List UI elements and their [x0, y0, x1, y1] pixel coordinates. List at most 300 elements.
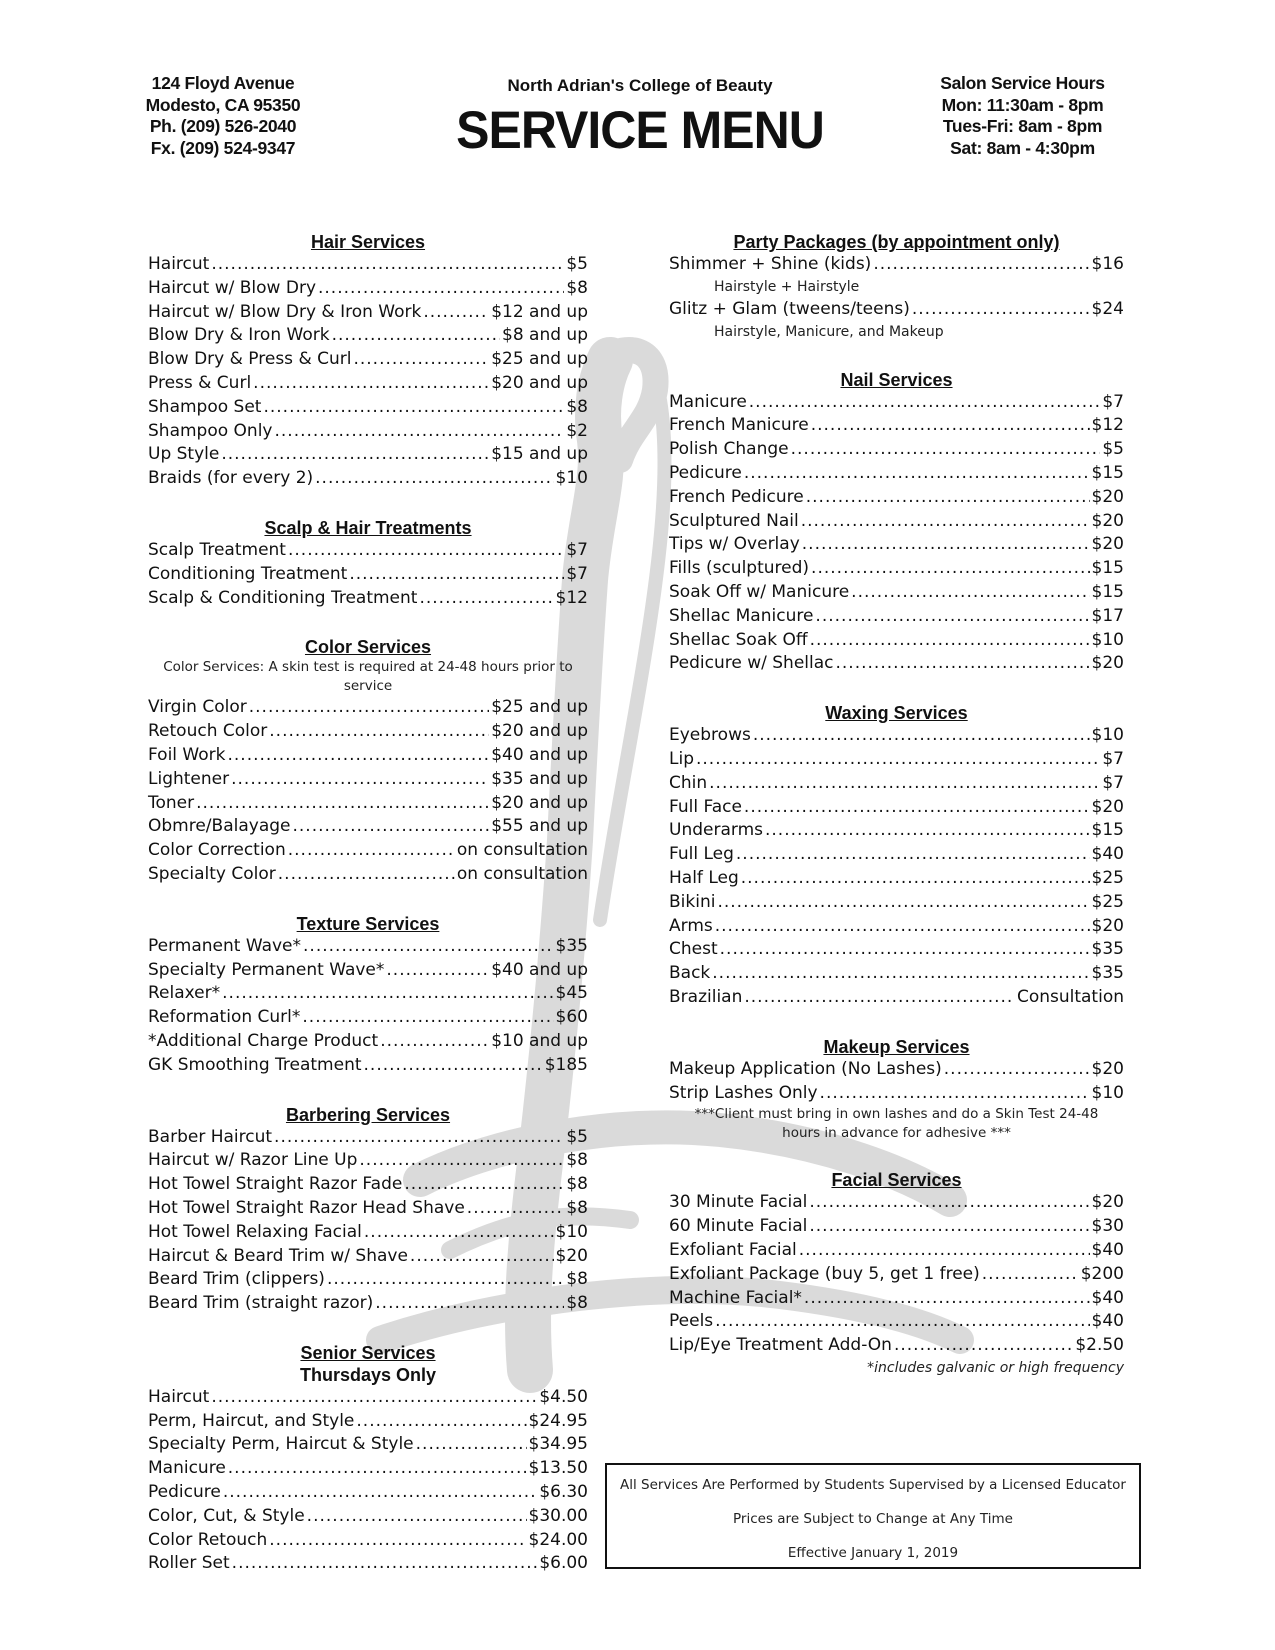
leader-dots — [804, 1287, 1090, 1311]
menu-item — [669, 1263, 1124, 1287]
leader-dots — [249, 696, 489, 720]
item-name: Roller Set — [148, 1553, 230, 1574]
item-name: GK Smoothing Treatment — [148, 1054, 362, 1075]
item-name: Chest — [669, 939, 718, 960]
senior-services-section — [148, 1342, 588, 1576]
menu-item — [148, 1197, 588, 1221]
phone-number: Ph. (209) 526-2040 — [149, 116, 297, 136]
menu-item — [669, 1287, 1124, 1311]
leader-dots — [736, 843, 1090, 867]
item-price: $12 — [555, 587, 588, 608]
item-name: Haircut — [148, 1386, 210, 1407]
item-price: $55 and up — [491, 816, 588, 837]
item-price: $24.95 — [528, 1410, 588, 1431]
menu-item — [148, 1245, 588, 1269]
address-street: 124 Floyd Avenue — [151, 73, 295, 93]
item-price: $40 — [1091, 1311, 1124, 1332]
hours-heading: Salon Service Hours — [940, 73, 1105, 93]
leader-dots — [278, 863, 455, 887]
item-price: $24.00 — [528, 1529, 588, 1550]
item-price: $10 — [1091, 725, 1124, 746]
leader-dots — [318, 277, 564, 301]
item-name: Up Style — [148, 444, 220, 465]
menu-item — [148, 1054, 588, 1078]
address-city: Modesto, CA 95350 — [145, 94, 301, 115]
item-price: $200 — [1080, 1263, 1124, 1284]
item-name: *Additional Charge Product — [148, 1030, 379, 1051]
item-list — [148, 1126, 588, 1316]
leader-dots — [894, 1334, 1073, 1358]
leader-dots — [274, 1126, 564, 1150]
item-name: Shampoo Only — [148, 420, 273, 441]
item-name: Beard Trim (straight razor) — [148, 1293, 374, 1314]
item-price: $8 — [566, 1197, 588, 1218]
leader-dots — [715, 1310, 1089, 1334]
leader-dots — [912, 298, 1090, 322]
menu-item — [148, 587, 588, 611]
leader-dots — [744, 986, 1015, 1010]
leader-dots — [223, 1481, 538, 1505]
menu-item — [148, 467, 588, 491]
item-list — [148, 539, 588, 610]
item-price: $6.00 — [539, 1553, 588, 1574]
menu-item — [669, 891, 1124, 915]
right-column — [669, 231, 1124, 1378]
menu-item — [148, 324, 588, 348]
item-price: $13.50 — [528, 1458, 588, 1479]
item-name: Tips w/ Overlay — [669, 534, 800, 555]
item-name: Lip — [669, 748, 694, 769]
menu-item — [148, 1529, 588, 1553]
menu-item — [148, 959, 588, 983]
item-price: $5 — [1102, 439, 1124, 460]
menu-item — [148, 696, 588, 720]
item-name: Haircut w/ Blow Dry & Iron Work — [148, 301, 422, 322]
item-price: $8 and up — [502, 325, 588, 346]
leader-dots — [416, 1433, 527, 1457]
item-price: $10 — [1091, 1082, 1124, 1103]
leader-dots — [221, 443, 489, 467]
item-name: Manicure — [148, 1458, 226, 1479]
color-services-section — [148, 636, 588, 886]
menu-item — [669, 1191, 1124, 1215]
waxing-services-section — [669, 702, 1124, 1010]
leader-dots — [802, 533, 1090, 557]
leader-dots — [269, 1529, 526, 1553]
leader-dots — [715, 915, 1090, 939]
item-price: $17 — [1091, 605, 1124, 626]
item-name: Haircut w/ Razor Line Up — [148, 1150, 358, 1171]
leader-dots — [749, 391, 1101, 415]
item-price: $60 — [555, 1007, 588, 1028]
item-price: $8 — [566, 277, 588, 298]
menu-item — [669, 867, 1124, 891]
facial-services-section — [669, 1169, 1124, 1378]
item-price: $40 — [1091, 844, 1124, 865]
leader-dots — [231, 768, 489, 792]
item-name: Scalp Treatment — [148, 539, 286, 560]
leader-dots — [307, 1505, 527, 1529]
menu-item — [148, 1386, 588, 1410]
leader-dots — [811, 414, 1090, 438]
item-name: Lip/Eye Treatment Add-On — [669, 1335, 892, 1356]
menu-item — [148, 1410, 588, 1434]
barbering-services-section — [148, 1104, 588, 1316]
menu-item — [669, 253, 1124, 277]
fax-number: Fx. (209) 524-9347 — [150, 137, 296, 158]
item-name: Peels — [669, 1311, 714, 1332]
item-price: $7 — [1102, 772, 1124, 793]
menu-item — [669, 391, 1124, 415]
item-name: Eyebrows — [669, 725, 751, 746]
section-title: Barbering Services — [285, 1104, 451, 1125]
menu-item — [669, 915, 1124, 939]
menu-item — [669, 298, 1124, 322]
item-price: on consultation — [456, 863, 588, 884]
price-change-note: Prices are Subject to Change at Any Time — [733, 1511, 1013, 1527]
item-name: Conditioning Treatment — [148, 563, 348, 584]
leader-dots — [292, 815, 489, 839]
makeup-services-section — [669, 1036, 1124, 1144]
menu-item — [669, 819, 1124, 843]
leader-dots — [364, 1221, 554, 1245]
leader-dots — [836, 652, 1090, 676]
item-price: $25 — [1091, 891, 1124, 912]
leader-dots — [753, 724, 1090, 748]
menu-item — [148, 815, 588, 839]
item-name: Scalp & Conditioning Treatment — [148, 587, 418, 608]
item-price: $20 — [1091, 1058, 1124, 1079]
item-name: Exfoliant Package (buy 5, get 1 free) — [669, 1263, 980, 1284]
item-name: Braids (for every 2) — [148, 468, 314, 489]
menu-item — [669, 843, 1124, 867]
item-name: Blow Dry & Iron Work — [148, 325, 330, 346]
item-price: $4.50 — [539, 1386, 588, 1407]
item-price: $10 — [1091, 629, 1124, 650]
menu-item — [148, 768, 588, 792]
menu-item — [148, 1221, 588, 1245]
leader-dots — [211, 253, 564, 277]
item-name: Chin — [669, 772, 708, 793]
leader-dots — [375, 1292, 564, 1316]
menu-item — [148, 539, 588, 563]
leader-dots — [712, 962, 1089, 986]
menu-item — [669, 1215, 1124, 1239]
item-price: $20 — [555, 1245, 588, 1266]
item-name: Haircut w/ Blow Dry — [148, 277, 316, 298]
leader-dots — [809, 1191, 1089, 1215]
item-name: Shellac Soak Off — [669, 629, 808, 650]
item-name: Hot Towel Straight Razor Fade — [148, 1174, 403, 1195]
item-name: Foil Work — [148, 744, 226, 765]
menu-item — [148, 1505, 588, 1529]
item-name: Specialty Color — [148, 863, 276, 884]
item-name: 30 Minute Facial — [669, 1192, 808, 1213]
leader-dots — [288, 539, 564, 563]
item-price: $20 — [1091, 510, 1124, 531]
leader-dots — [386, 959, 489, 983]
leader-dots — [349, 563, 564, 587]
leader-dots — [327, 1268, 564, 1292]
leader-dots — [720, 938, 1090, 962]
leader-dots — [222, 982, 553, 1006]
item-name: Underarms — [669, 820, 763, 841]
item-name: Reformation Curl* — [148, 1007, 301, 1028]
menu-item — [669, 510, 1124, 534]
item-price: $20 and up — [491, 372, 588, 393]
section-title: Waxing Services — [825, 703, 968, 724]
menu-item — [148, 839, 588, 863]
leader-dots — [811, 557, 1090, 581]
menu-item — [148, 935, 588, 959]
item-name: Soak Off w/ Manicure — [669, 581, 850, 602]
item-list — [669, 724, 1124, 1010]
item-price: Consultation — [1016, 986, 1124, 1007]
menu-item — [148, 720, 588, 744]
item-price: $10 and up — [491, 1030, 588, 1051]
item-price: $30.00 — [528, 1505, 588, 1526]
menu-item — [669, 938, 1124, 962]
item-name: Bikini — [669, 891, 716, 912]
leader-dots — [263, 396, 564, 420]
item-name: Color Correction — [148, 840, 286, 861]
menu-item — [148, 1149, 588, 1173]
item-name: Barber Haircut — [148, 1126, 273, 1147]
item-name: Press & Curl — [148, 372, 252, 393]
leader-dots — [269, 720, 489, 744]
texture-services-section — [148, 913, 588, 1078]
menu-item — [148, 348, 588, 372]
item-name: Strip Lashes Only — [669, 1082, 818, 1103]
section-title: Scalp & Hair Treatments — [264, 517, 472, 538]
item-name: Brazilian — [669, 986, 743, 1007]
menu-item — [148, 982, 588, 1006]
item-price: $35 — [555, 935, 588, 956]
menu-item — [148, 253, 588, 277]
hours-tues-fri: Tues-Fri: 8am - 8pm — [942, 116, 1103, 136]
menu-item — [148, 396, 588, 420]
item-price: $15 — [1091, 820, 1124, 841]
item-name: Lightener — [148, 768, 230, 789]
item-name: Manicure — [669, 391, 747, 412]
menu-item — [148, 372, 588, 396]
item-price: $2 — [566, 420, 588, 441]
item-price: $24 — [1091, 298, 1124, 319]
leader-dots — [288, 839, 455, 863]
page-title: SERVICE MENU — [456, 100, 824, 160]
item-name: Shimmer + Shine (kids) — [669, 254, 872, 274]
menu-item — [669, 1058, 1124, 1082]
leader-dots — [982, 1263, 1079, 1287]
leader-dots — [851, 581, 1089, 605]
item-price: $5 — [566, 1126, 588, 1147]
item-name: Fills (sculptured) — [669, 558, 810, 579]
leader-dots — [744, 462, 1090, 486]
menu-item — [148, 1006, 588, 1030]
item-name: Blow Dry & Press & Curl — [148, 349, 352, 370]
leader-dots — [253, 372, 489, 396]
menu-item — [669, 1082, 1124, 1106]
item-name: Haircut — [148, 254, 210, 274]
item-price: $15 — [1091, 462, 1124, 483]
leader-dots — [744, 796, 1090, 820]
item-name: Retouch Color — [148, 721, 268, 742]
leader-dots — [356, 1410, 526, 1434]
leader-dots — [364, 1054, 543, 1078]
item-list — [669, 1058, 1124, 1106]
menu-item — [148, 563, 588, 587]
menu-item — [669, 772, 1124, 796]
item-name: Pedicure w/ Shellac — [669, 653, 834, 674]
menu-item — [669, 652, 1124, 676]
leader-dots — [232, 1552, 538, 1576]
leader-dots — [741, 867, 1090, 891]
section-title: Senior Services — [300, 1342, 436, 1363]
item-price: $8 — [566, 1269, 588, 1290]
section-title: Facial Services — [831, 1170, 962, 1191]
menu-item — [148, 1126, 588, 1150]
menu-item — [148, 1552, 588, 1576]
item-note: Hairstyle, Manicure, and Makeup — [714, 323, 944, 340]
item-name: Hot Towel Straight Razor Head Shave — [148, 1197, 465, 1218]
scalp-treatments-section — [148, 517, 588, 610]
school-contact-block — [138, 73, 308, 159]
item-price: $10 — [555, 1221, 588, 1242]
menu-item — [669, 724, 1124, 748]
menu-item — [669, 629, 1124, 653]
menu-item — [669, 414, 1124, 438]
item-price: $7 — [566, 539, 588, 560]
item-price: $25 and up — [491, 349, 588, 370]
item-name: Back — [669, 963, 711, 984]
menu-item — [669, 1334, 1124, 1358]
item-price: $7 — [1102, 391, 1124, 412]
item-price: $45 — [555, 983, 588, 1004]
item-price: $10 — [555, 468, 588, 489]
section-title: Texture Services — [296, 913, 440, 934]
item-price: $7 — [1102, 748, 1124, 769]
item-price: $20 — [1091, 1192, 1124, 1213]
hours-saturday: Sat: 8am - 4:30pm — [950, 137, 1095, 158]
menu-item — [669, 748, 1124, 772]
item-price: $5 — [566, 254, 588, 274]
menu-item — [148, 1173, 588, 1197]
leader-dots — [696, 748, 1100, 772]
item-price: $20 — [1091, 653, 1124, 674]
item-list — [148, 1386, 588, 1576]
item-name: Obmre/Balayage — [148, 816, 291, 837]
item-name: Hot Towel Relaxing Facial — [148, 1221, 362, 1242]
leader-dots — [419, 587, 553, 611]
leader-dots — [791, 438, 1101, 462]
item-price: $25 and up — [491, 697, 588, 718]
menu-item — [669, 557, 1124, 581]
item-name: Makeup Application (No Lashes) — [669, 1058, 942, 1079]
item-name: Specialty Perm, Haircut & Style — [148, 1434, 414, 1455]
section-title: Makeup Services — [823, 1036, 970, 1057]
menu-item — [669, 796, 1124, 820]
item-list — [669, 253, 1124, 343]
item-price: $16 — [1091, 254, 1124, 274]
menu-item — [148, 1292, 588, 1316]
menu-item — [669, 1310, 1124, 1334]
item-price: $20 and up — [491, 792, 588, 813]
item-price: on consultation — [456, 840, 588, 861]
party-packages-section — [669, 231, 1124, 343]
item-price: $8 — [566, 396, 588, 417]
item-price: $35 and up — [491, 768, 588, 789]
leader-dots — [410, 1245, 554, 1269]
leader-dots — [359, 1149, 564, 1173]
item-price: $35 — [1091, 963, 1124, 984]
item-name: Perm, Haircut, and Style — [148, 1410, 355, 1431]
item-name: Specialty Permanent Wave* — [148, 959, 385, 980]
item-name: Virgin Color — [148, 697, 247, 718]
section-title: Nail Services — [840, 369, 953, 390]
item-price: $40 and up — [491, 744, 588, 765]
item-name: Arms — [669, 915, 713, 936]
leader-dots — [303, 935, 554, 959]
menu-item — [148, 1268, 588, 1292]
item-name: Full Leg — [669, 844, 734, 865]
leader-dots — [709, 772, 1100, 796]
item-list — [148, 696, 588, 886]
item-list — [669, 1191, 1124, 1358]
section-note: *includes galvanic or high frequency — [867, 1359, 1124, 1376]
menu-item — [148, 301, 588, 325]
leader-dots — [196, 792, 489, 816]
menu-item — [669, 533, 1124, 557]
item-price: $35 — [1091, 939, 1124, 960]
item-name: Full Face — [669, 796, 742, 817]
hours-monday: Mon: 11:30am - 8pm — [941, 94, 1104, 115]
nail-services-section — [669, 369, 1124, 677]
item-name: Relaxer* — [148, 983, 221, 1004]
item-price: $8 — [566, 1150, 588, 1171]
item-name: French Manicure — [669, 415, 809, 436]
item-price: $20 — [1091, 534, 1124, 555]
item-name: French Pedicure — [669, 486, 804, 507]
leader-dots — [404, 1173, 564, 1197]
item-list — [148, 253, 588, 491]
leader-dots — [820, 1082, 1090, 1106]
leader-dots — [228, 1457, 527, 1481]
item-price: $12 — [1091, 415, 1124, 436]
menu-item — [148, 1457, 588, 1481]
menu-item — [148, 1030, 588, 1054]
menu-item — [148, 420, 588, 444]
college-name: North Adrian's College of Beauty — [507, 76, 773, 95]
leader-dots — [211, 1386, 537, 1410]
item-name: Toner — [148, 792, 195, 813]
item-list — [148, 935, 588, 1078]
leader-dots — [423, 301, 489, 325]
item-price: $20 — [1091, 915, 1124, 936]
leader-dots — [467, 1197, 565, 1221]
effective-date: Effective January 1, 2019 — [787, 1545, 959, 1561]
section-note: ***Client must bring in own lashes and do a Skin Test 24-48 hours in advance for adhesive *** — [694, 1106, 1099, 1142]
item-price: $15 and up — [491, 444, 588, 465]
item-name: Sculptured Nail — [669, 510, 799, 531]
item-name: Polish Change — [669, 439, 789, 460]
supervision-note: All Services Are Performed by Students Supervised by a Licensed Educator — [620, 1477, 1126, 1493]
item-name: Permanent Wave* — [148, 935, 302, 956]
item-name: Shampoo Set — [148, 396, 262, 417]
item-name: Exfoliant Facial — [669, 1239, 797, 1260]
item-price: $20 and up — [491, 721, 588, 742]
menu-item — [669, 1239, 1124, 1263]
menu-item — [148, 792, 588, 816]
